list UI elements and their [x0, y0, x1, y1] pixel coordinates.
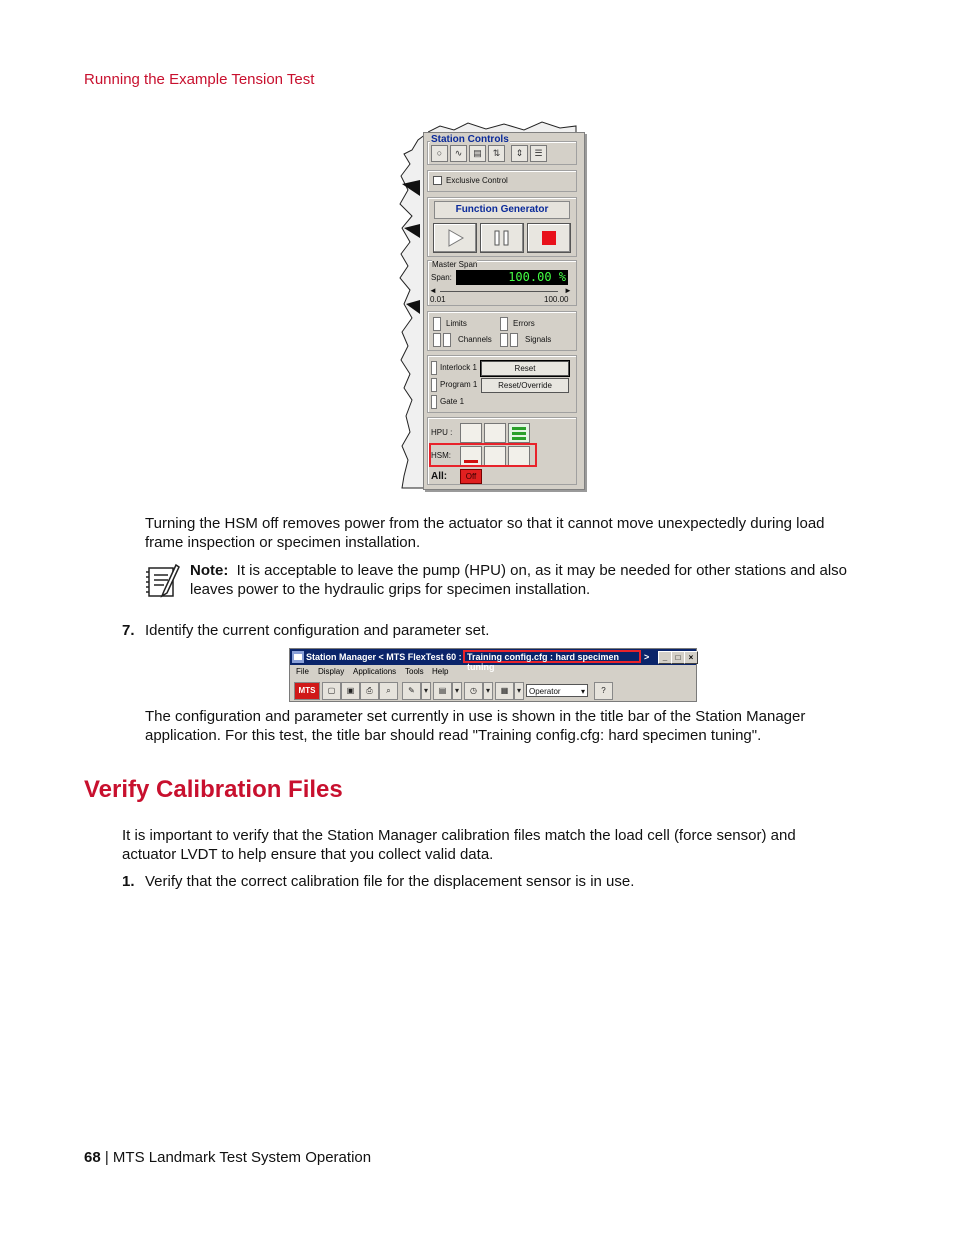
step-1 [122, 872, 135, 891]
app-icon [292, 651, 304, 663]
menu-applications[interactable]: Applications [353, 667, 397, 676]
station-dropdown-icon[interactable]: ▾ [452, 682, 462, 700]
slider-min-label: 0.01 [430, 295, 446, 304]
errors-indicator [500, 317, 508, 331]
signals-label: Signals [525, 335, 552, 344]
hsm-label: HSM: [431, 451, 451, 460]
step-1-text: Verify that the correct calibration file for the displacement sensor is in use. [145, 873, 635, 890]
access-level-value: Operator [529, 687, 561, 696]
signal-icon[interactable]: ⇕ [511, 145, 528, 162]
reset-button[interactable]: Reset [481, 361, 569, 376]
hpu-label: HPU : [431, 428, 453, 437]
clock-icon[interactable]: ◷ [464, 682, 483, 700]
status-indicators-group [427, 311, 577, 351]
slider-max-label: 100.00 [544, 295, 569, 304]
all-label: All: [431, 471, 448, 482]
program-label: Program 1 [440, 380, 478, 389]
doc-title: | MTS Landmark Test System Operation [104, 1149, 372, 1166]
errors-label: Errors [513, 319, 535, 328]
signals-indicator-2 [510, 333, 518, 347]
access-level-select[interactable] [526, 684, 588, 697]
hold-button[interactable] [480, 223, 524, 253]
reset-override-button[interactable]: Reset/Override [481, 378, 569, 393]
station-controls-panel [423, 132, 585, 490]
scope-icon[interactable]: ∿ [450, 145, 467, 162]
station-manager-screenshot [289, 648, 697, 702]
step-7 [122, 621, 135, 640]
hydraulics-group [427, 417, 577, 485]
channels-indicator [433, 333, 441, 347]
station-controls-title: Station Controls [431, 134, 509, 145]
page-number: 68 [84, 1149, 101, 1166]
interlock-group [427, 355, 577, 413]
limits-label: Limits [446, 319, 467, 328]
close-button[interactable]: × [684, 651, 698, 664]
interlock-indicator [431, 361, 437, 375]
station-icon[interactable]: ▤ [433, 682, 452, 700]
function-generator-group [427, 197, 577, 257]
section-heading: Verify Calibration Files [84, 776, 343, 803]
config-title-highlight: Training config.cfg : hard specimen tuning [463, 650, 641, 663]
page-footer [84, 1149, 371, 1166]
scope-icon[interactable]: ▦ [495, 682, 514, 700]
hpu-off-button[interactable] [460, 423, 482, 443]
pause-icon [481, 224, 523, 252]
print-icon[interactable]: ⎙ [360, 682, 379, 700]
span-slider[interactable] [440, 291, 558, 292]
play-icon [434, 224, 476, 252]
calibration-paragraph: It is important to verify that the Station Manager calibration files match the load cell (force sensor) and actuator LVDT to help ensure that you collect valid data. [122, 827, 796, 863]
master-span-group [427, 260, 577, 306]
hsm-paragraph: Turning the HSM off removes power from the actuator so that it cannot move unexpectedly during load frame inspection or specimen installation. [145, 515, 825, 551]
station-controls-screenshot [398, 120, 590, 496]
title-end: > [644, 652, 650, 662]
note-text: It is acceptable to leave the pump (HPU) on, as it may be needed for other stations and also leaves power to the hydraulic grips for specimen installation. [190, 562, 848, 598]
menu-display[interactable]: Display [318, 667, 345, 676]
run-button[interactable] [433, 223, 477, 253]
config-paragraph: The configuration and parameter set currently in use is shown in the title bar of the Station Manager application. For this test, the title bar should read "Training config.cfg: hard specimen tuning". [145, 708, 806, 744]
menu-file[interactable]: File [296, 667, 309, 676]
note-icon [146, 563, 180, 599]
scope-dropdown-icon[interactable]: ▾ [514, 682, 524, 700]
stop-sign-icon[interactable]: ○ [431, 145, 448, 162]
hpu-low-button[interactable] [484, 423, 506, 443]
exclusive-control-group [427, 170, 577, 192]
minimize-button[interactable]: _ [658, 651, 672, 664]
menu-tools[interactable]: Tools [405, 667, 424, 676]
chevron-down-icon: ▾ [580, 687, 585, 696]
hpu-high-button[interactable] [508, 423, 530, 443]
mts-logo-button[interactable]: MTS [294, 682, 320, 700]
step-7-number: 7. [122, 622, 135, 639]
channels-label: Channels [458, 335, 492, 344]
program-indicator [431, 378, 437, 392]
stop-button[interactable] [527, 223, 571, 253]
note-block [190, 561, 855, 599]
interlock-label: Interlock 1 [440, 363, 477, 372]
gate-label: Gate 1 [440, 397, 465, 406]
step-1-number: 1. [122, 873, 135, 890]
span-value-display[interactable]: 100.00 % [456, 270, 568, 285]
hpu-on-bars-icon [509, 424, 529, 442]
exclusive-control-label: Exclusive Control [446, 176, 508, 185]
stop-icon [528, 224, 570, 252]
list-icon[interactable]: ☰ [530, 145, 547, 162]
new-icon[interactable]: ▢ [322, 682, 341, 700]
maximize-button[interactable]: □ [671, 651, 685, 664]
note-label: Note: [190, 562, 229, 579]
channels-indicator-2 [443, 333, 451, 347]
step-7-text: Identify the current configuration and parameter set. [145, 622, 490, 639]
running-head: Running the Example Tension Test [84, 71, 315, 88]
master-span-label: Master Span [432, 260, 478, 269]
tools-icon[interactable]: ✎ [402, 682, 421, 700]
meters-icon[interactable]: ▤ [469, 145, 486, 162]
function-generator-title: Function Generator [434, 201, 570, 219]
slider-left-arrow-icon[interactable]: ◄ [429, 286, 437, 295]
exclusive-control-checkbox[interactable] [433, 176, 442, 185]
limits-indicator [433, 317, 441, 331]
detectors-icon[interactable]: ⇅ [488, 145, 505, 162]
hsm-highlight-box [429, 443, 537, 467]
help-icon[interactable]: ? [594, 682, 613, 700]
slider-right-arrow-icon[interactable]: ► [564, 286, 572, 295]
print-preview-icon[interactable]: ⌕ [379, 682, 398, 700]
span-label: Span: [431, 273, 452, 282]
gate-indicator [431, 395, 437, 409]
clock-dropdown-icon[interactable]: ▾ [483, 682, 493, 700]
save-icon[interactable]: ▣ [341, 682, 360, 700]
tools-dropdown-icon[interactable]: ▾ [421, 682, 431, 700]
signals-indicator [500, 333, 508, 347]
all-off-button[interactable]: Off [460, 469, 482, 484]
menu-help[interactable]: Help [432, 667, 449, 676]
station-manager-title: Station Manager < MTS FlexTest 60 : [306, 652, 462, 662]
